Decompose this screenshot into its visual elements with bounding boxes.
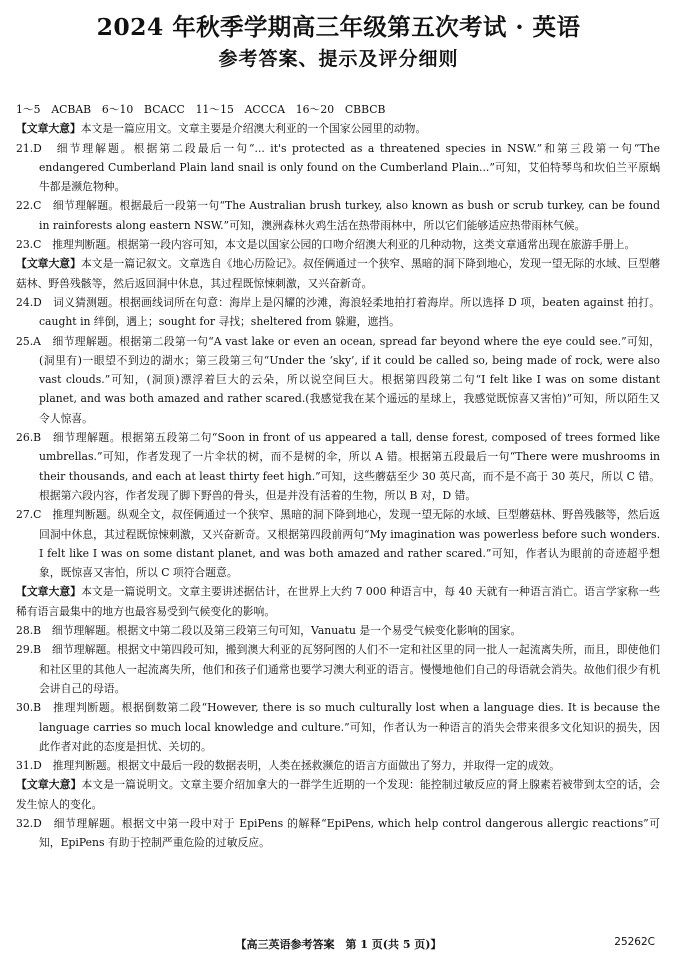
answer-explanation xyxy=(16,698,660,756)
answer-explanation xyxy=(16,428,660,505)
explanation-text: 词义猜测题。根据画线词所在句意：海岸上是闪耀的沙滩，海浪轻柔地拍打着海岸。所以选择 D 项，beaten against 拍打。caught in 绊倒，遇上；sought for 寻找；sheltered from 躲避，遮挡。 xyxy=(39,295,661,329)
explanation-text: 细节理解题。根据第二段最后一句“... it's protected as a threatened species in NSW.”和第三段第一句“The endangered Cumberland Plain land snail is only found on the Cumberland Plain...”可知，艾伯特琴鸟和坎伯兰平原蜗牛都是濒危物种。 xyxy=(39,141,660,194)
summary-paragraph xyxy=(16,254,660,293)
summary-paragraph xyxy=(16,582,660,621)
question-number: 28.B xyxy=(16,624,42,638)
page-title: 2024 年秋季学期高三年级第五次考试 · 英语 xyxy=(96,13,581,41)
explanation-text: 推理判断题。根据倒数第二段“However, there is so much culturally lost when a language dies. It is because the language carries so much local knowledge and culture.”可知，作者认为一种语言的消失会带来很多文化知识的损失，因此作者对此的态度是担忧、关切的。 xyxy=(39,701,660,753)
summary-tag: 【文章大意】 xyxy=(16,585,82,599)
explanation-text: 细节理解题。根据最后一段第一句“The Australian brush turkey, also known as bush or scrub turkey, can be found in rainforests along eastern NSW.”可知，澳洲森林火鸡生活在热带雨林中，所以它们能够适应热带雨林气候。 xyxy=(39,199,660,232)
answer-explanation xyxy=(16,814,660,853)
summary-paragraph xyxy=(16,775,660,814)
summary-text: 本文是一篇说明文。文章主要讲述据估计，在世界上大约 7 000 种语言中，每 40 天就有一种语言消亡。语言学家称一些稀有语言最集中的地方也最容易受到气候变化的影响。 xyxy=(16,585,661,618)
question-number: 22.C xyxy=(16,199,42,213)
summary-text: 本文是一篇记叙文。文章选自《地心历险记》。叔侄俩通过一个狭窄、黑暗的洞下降到地心，发现一望无际的水域、巨型蘑菇林、野兽残骸等，然后返回洞中休息，其过程既惊悚刺激，又兴奋新奇。 xyxy=(16,257,660,290)
question-number: 27.C xyxy=(16,508,42,522)
summary-text: 本文是一篇说明文。文章主要介绍加拿大的一群学生近期的一个发现：能控制过敏反应的肾上腺素若被带到太空的话，会发生惊人的变化。 xyxy=(16,778,661,811)
explanation-text: 推理判断题。根据第一段内容可知，本文是以国家公园的口吻介绍澳大利亚的几种动物，这类文章通常出现在旅游手册上。 xyxy=(52,238,636,252)
explanation-list xyxy=(16,119,660,852)
question-number: 29.B xyxy=(16,643,42,657)
page-subtitle: 参考答案、提示及评分细则 xyxy=(218,48,459,70)
footer-code: 25262C xyxy=(614,936,655,948)
answer-body xyxy=(16,100,660,853)
explanation-text: 细节理解题。根据第二段第一句“A vast lake or even an ocean, spread far beyond where the eye could see.”可知，(洞里有)一眼望不到边的湖水；第三段第三句“Under the ‘sky’, if it could be called so, being made of rock, were also vast clouds.”可知，(洞顶)漂浮着巨大的云朵，所以说空间巨大。根据第四段第二句“I felt like I was on some distant planet, and was both amazed and rather scared.(我感觉我在某个遥远的星球上，我感觉既惊喜又害怕)”可知，所以陌生又令人惊喜。 xyxy=(39,334,661,425)
summary-text: 本文是一篇应用文。文章主要是介绍澳大利亚的一个国家公园里的动物。 xyxy=(80,122,427,136)
answer-explanation xyxy=(16,293,660,332)
summary-paragraph xyxy=(16,119,660,138)
question-number: 26.B xyxy=(16,431,42,445)
explanation-text: 细节理解题。根据文中第一段中对于 EpiPens 的解释“EpiPens, which help control dangerous allergic reactions”可知，EpiPens 有助于控制严重危险的过敏反应。 xyxy=(39,816,660,850)
summary-tag: 【文章大意】 xyxy=(16,122,81,136)
answer-explanation xyxy=(16,139,660,197)
explanation-text: 推理判断题。纵观全文，叔侄俩通过一个狭窄、黑暗的洞下降到地心，发现一望无际的水域、巨型蘑菇林、野兽残骸等，然后返回洞中休息，其过程既惊悚刺激，又兴奋新奇。又根据第四段前两句“My imagination was powerless before such wonders. I felt like I was on some distant planet, and was both amazed and rather scared.”可知，作者认为眼前的奇迹超乎想象，既惊喜又害怕，所以 C 项符合题意。 xyxy=(39,508,661,580)
explanation-text: 推理判断题。根据文中最后一段的数据表明，人类在拯救濒危的语言方面做出了努力，并取得一定的成效。 xyxy=(52,759,561,773)
answer-explanation xyxy=(16,235,660,254)
summary-tag: 【文章大意】 xyxy=(16,778,82,792)
answer-explanation xyxy=(16,640,660,698)
question-number: 31.D xyxy=(16,759,42,773)
question-number: 23.C xyxy=(16,238,42,252)
question-number: 32.D xyxy=(16,816,42,830)
explanation-text: 细节理解题。根据第五段第二句“Soon in front of us appeared a tall, dense forest, composed of trees formed like umbrellas.”可知，作者发现了一片伞状的树，而不是树的伞，所以 A 错。根据第五段最后一句“There were mushrooms in their thousands, and each at least thirty feet high.”可知，这些蘑菇至少 30 英尺高，而不是不高于 30 英尺，所以 C 错。根据第六段内容，作者发现了脚下野兽的骨头，但是并没有活着的生物，所以 B 对，D 错。 xyxy=(39,431,660,502)
answer-explanation xyxy=(16,621,660,640)
question-number: 30.B xyxy=(16,701,42,715)
question-number: 24.D xyxy=(16,295,42,309)
answers-line: 1～5 ACBAB 6～10 BCACC 11～15 ACCCA 16～20 CBBCB xyxy=(16,103,386,116)
question-number: 25.A xyxy=(16,334,41,348)
answer-explanation xyxy=(16,332,660,428)
summary-tag: 【文章大意】 xyxy=(16,257,81,271)
answer-explanation xyxy=(16,196,660,235)
explanation-text: 细节理解题。根据文中第二段以及第三段第三句可知，Vanuatu 是一个易受气候变化影响的国家。 xyxy=(51,624,522,638)
question-number: 21.D xyxy=(16,141,42,155)
answer-explanation xyxy=(16,505,660,582)
answer-explanation xyxy=(16,756,660,775)
footer-page-info: 【高三英语参考答案 第 1 页(共 5 页)】 xyxy=(235,938,442,951)
explanation-text: 细节理解题。根据文中第四段可知，搬到澳大利亚的瓦努阿图的人们不一定和社区里的同一批人一起流离失所，而且，即使他们和社区里的其他人一起流离失所，他们和孩子们通常也要学习澳大利亚的语言。慢慢地他们自己的母语就会消失。故他们很少有机会讲自己的母语。 xyxy=(39,643,660,695)
